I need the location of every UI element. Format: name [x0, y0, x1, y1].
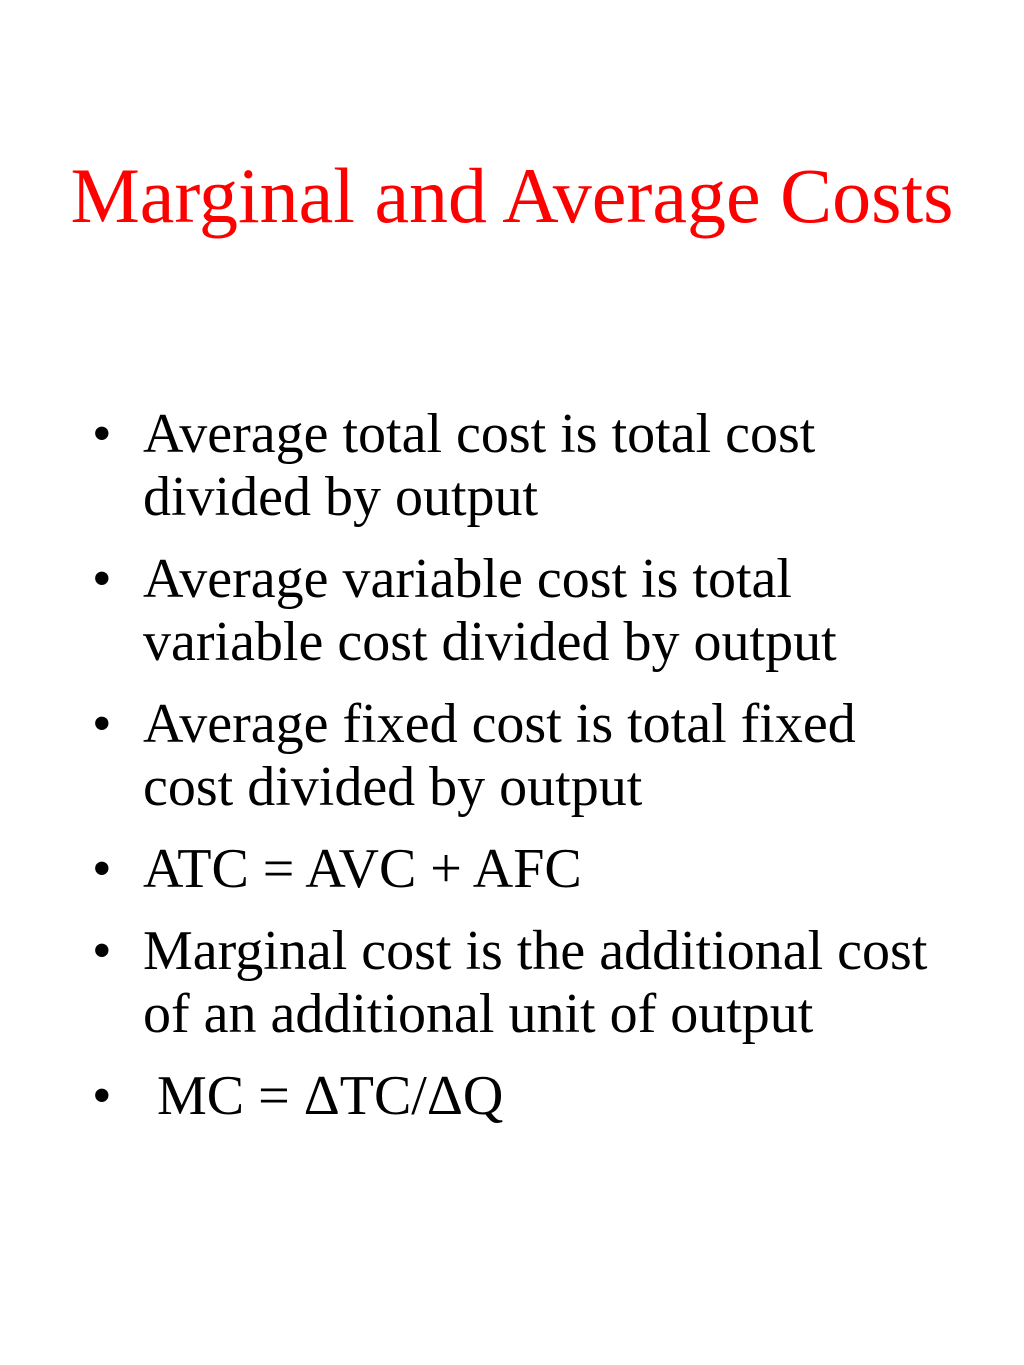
bullet-text: Marginal cost is the additional cost of an additional unit of output	[143, 920, 928, 1045]
bullet-item-marginal-cost	[0, 920, 1024, 1046]
bullet-text: Average total cost is total cost divided by output	[143, 403, 816, 528]
bullet-list	[0, 403, 1024, 1147]
bullet-text: MC = ΔTC/ΔQ	[143, 1065, 504, 1127]
bullet-dot-icon: •	[92, 1065, 112, 1127]
bullet-item-mc-formula	[0, 1065, 1024, 1128]
bullet-text: Average variable cost is total variable cost divided by output	[143, 548, 837, 673]
bullet-dot-icon: •	[92, 838, 112, 900]
bullet-dot-icon: •	[92, 548, 112, 610]
bullet-item-average-total-cost	[0, 403, 1024, 529]
slide-title: Marginal and Average Costs	[70, 152, 954, 239]
bullet-dot-icon: •	[92, 403, 112, 465]
bullet-dot-icon: •	[92, 920, 112, 982]
bullet-item-average-fixed-cost	[0, 693, 1024, 819]
bullet-item-average-variable-cost	[0, 548, 1024, 674]
bullet-text: Average fixed cost is total fixed cost divided by output	[143, 693, 856, 818]
bullet-text: ATC = AVC + AFC	[143, 838, 582, 900]
bullet-item-atc-formula	[0, 838, 1024, 901]
bullet-dot-icon: •	[92, 693, 112, 755]
